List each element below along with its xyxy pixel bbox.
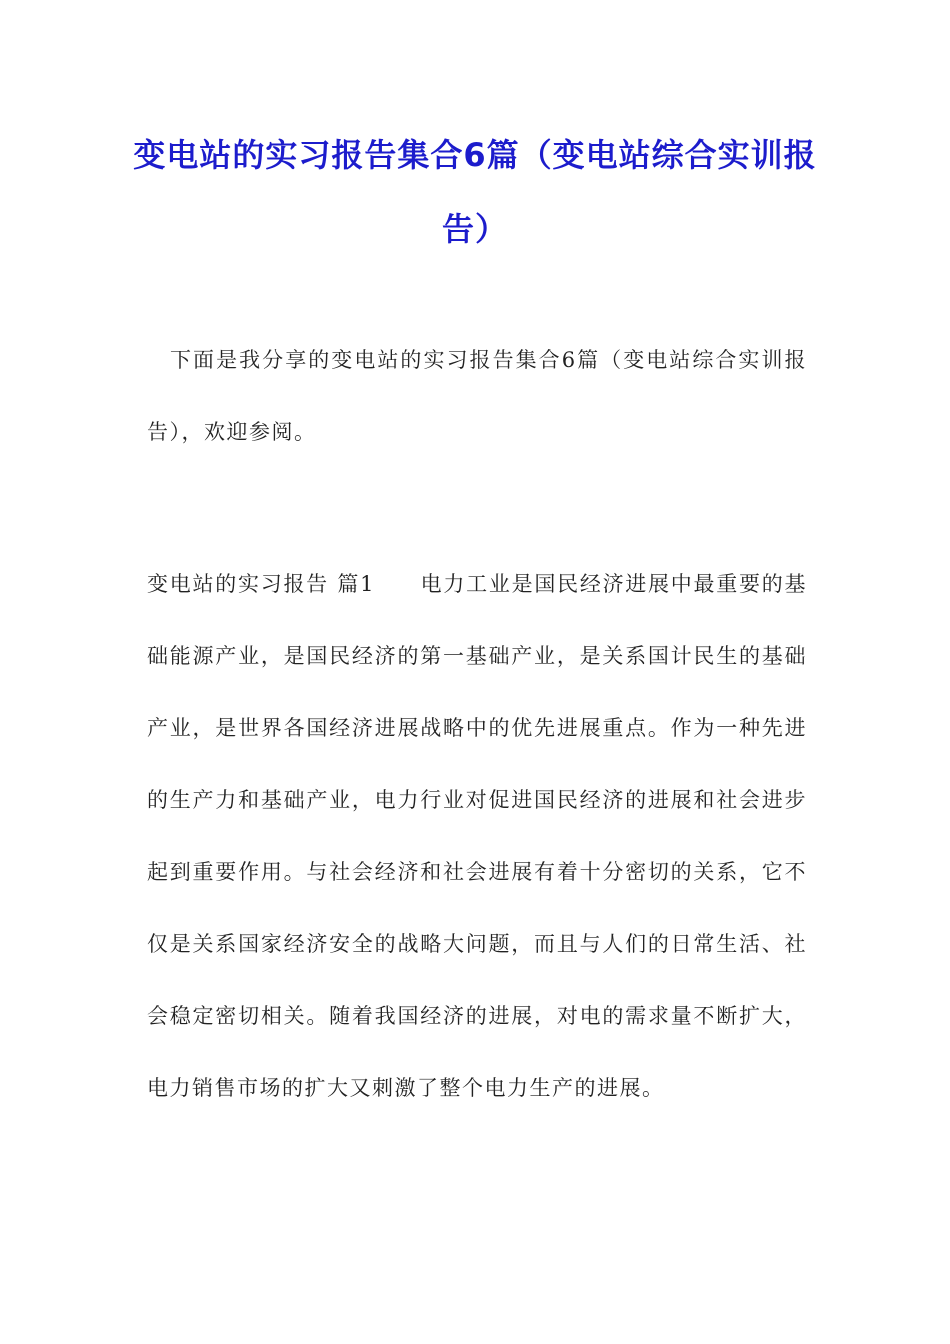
- document-title: 变电站的实习报告集合6篇（变电站综合实训报告）: [133, 136, 817, 248]
- section-1-paragraph: 变电站的实习报告 篇1 电力工业是国民经济进展中最重要的基础能源产业，是国民经济的第一基础产业，是关系国计民生的基础产业，是世界各国经济进展战略中的优先进展重点。作为一种先进的生产力和基础产业，电力行业对促进国民经济的进展和社会进步起到重要作用。与社会经济和社会进展有着十分密切的关系，它不仅是关系国家经济安全的战略大问题，而且与人们的日常生活、社会稳定密切相关。随着我国经济的进展，对电的需求量不断扩大，电力销售市场的扩大又刺激了整个电力生产的进展。: [147, 572, 807, 1100]
- intro-paragraph: 下面是我分享的变电站的实习报告集合6篇（变电站综合实训报告），欢迎参阅。: [147, 348, 807, 444]
